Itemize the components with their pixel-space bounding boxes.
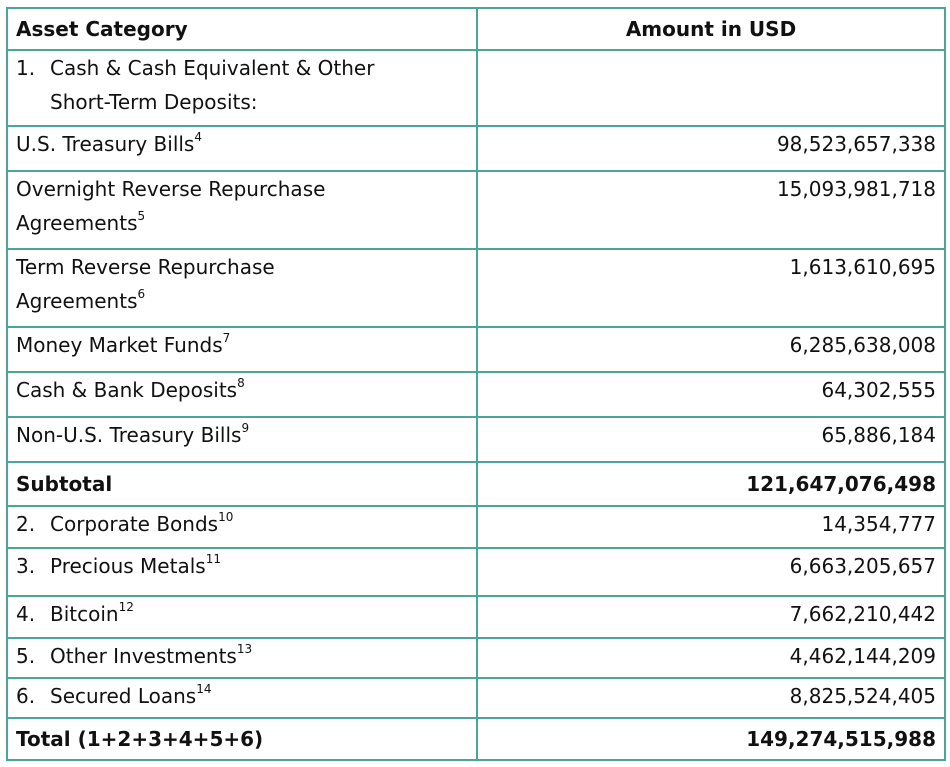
table-row: [7, 596, 945, 638]
footnote-ref: 9: [241, 421, 250, 436]
footnote-ref: 7: [222, 331, 231, 346]
row-label-text: Precious Metals: [50, 554, 206, 578]
row-number: 1.: [16, 56, 36, 80]
total-row: [7, 718, 945, 760]
row-amount: 8,825,524,405: [477, 678, 945, 718]
row-label: [7, 596, 477, 638]
row-label: [7, 548, 477, 596]
footnote-ref: 13: [236, 642, 253, 657]
row-amount: 64,302,555: [477, 372, 945, 417]
total-label: Total (1+2+3+4+5+6): [7, 718, 477, 760]
subtotal-amount: 121,647,076,498: [477, 462, 945, 506]
row-label: [7, 249, 477, 327]
subtotal-row: [7, 462, 945, 506]
row-label: [7, 372, 477, 417]
row-number: 2.: [16, 512, 36, 536]
row-amount: 98,523,657,338: [477, 126, 945, 171]
row-number: 6.: [16, 684, 36, 708]
footnote-ref: 12: [118, 600, 134, 615]
row-label: [7, 327, 477, 372]
footnote-ref: 10: [218, 510, 234, 525]
row-amount: 65,886,184: [477, 417, 945, 462]
row-label-line2: Agreements: [16, 211, 138, 235]
total-amount: 149,274,515,988: [477, 718, 945, 760]
table-row: [7, 638, 945, 678]
table-row: [7, 327, 945, 372]
section-row: [7, 50, 945, 126]
header-category: Asset Category: [7, 8, 477, 50]
row-label-text: Non-U.S. Treasury Bills: [16, 423, 242, 447]
row-number: 5.: [16, 644, 36, 668]
subtotal-label: Subtotal: [7, 462, 477, 506]
row-label-line1: Overnight Reverse Repurchase: [16, 177, 326, 201]
table-row: [7, 126, 945, 171]
table-row: [7, 678, 945, 718]
table-row: [7, 171, 945, 249]
row-label: [7, 417, 477, 462]
row-label-text: U.S. Treasury Bills: [16, 132, 195, 156]
table-row: [7, 506, 945, 548]
row-label-text: Cash & Bank Deposits: [16, 378, 238, 402]
header-amount: Amount in USD: [477, 8, 945, 50]
row-number: 4.: [16, 602, 36, 626]
section-label-line2: Short-Term Deposits:: [50, 90, 258, 114]
row-number: 3.: [16, 554, 36, 578]
footnote-ref: 6: [137, 287, 146, 302]
table-row: [7, 249, 945, 327]
footnote-ref: 4: [194, 130, 202, 145]
row-label: [7, 678, 477, 718]
row-label-text: Other Investments: [50, 644, 237, 668]
row-label-line1: Term Reverse Repurchase: [16, 255, 275, 279]
row-label-text: Secured Loans: [50, 684, 197, 708]
table-row: [7, 417, 945, 462]
row-label-text: Bitcoin: [50, 602, 119, 626]
row-amount: 15,093,981,718: [477, 171, 945, 249]
row-label-text: Corporate Bonds: [50, 512, 219, 536]
row-amount: 7,662,210,442: [477, 596, 945, 638]
row-amount: 14,354,777: [477, 506, 945, 548]
footnote-ref: 14: [196, 682, 212, 697]
row-label: [7, 126, 477, 171]
table-row: [7, 372, 945, 417]
row-label: [7, 171, 477, 249]
section-label: [7, 50, 477, 126]
row-amount: 6,663,205,657: [477, 548, 945, 596]
row-label: [7, 506, 477, 548]
footnote-ref: 5: [137, 209, 146, 224]
section-amount: [477, 50, 945, 126]
section-label-line1: Cash & Cash Equivalent & Other: [50, 56, 375, 80]
footnote-ref: 8: [237, 376, 245, 391]
row-amount: 6,285,638,008: [477, 327, 945, 372]
header-row: [7, 8, 945, 50]
row-label: [7, 638, 477, 678]
row-label-line2: Agreements: [16, 289, 138, 313]
row-label-text: Money Market Funds: [16, 333, 223, 357]
row-amount: 4,462,144,209: [477, 638, 945, 678]
row-amount: 1,613,610,695: [477, 249, 945, 327]
footnote-ref: 11: [205, 552, 221, 567]
asset-table: [6, 7, 946, 761]
table-row: [7, 548, 945, 596]
